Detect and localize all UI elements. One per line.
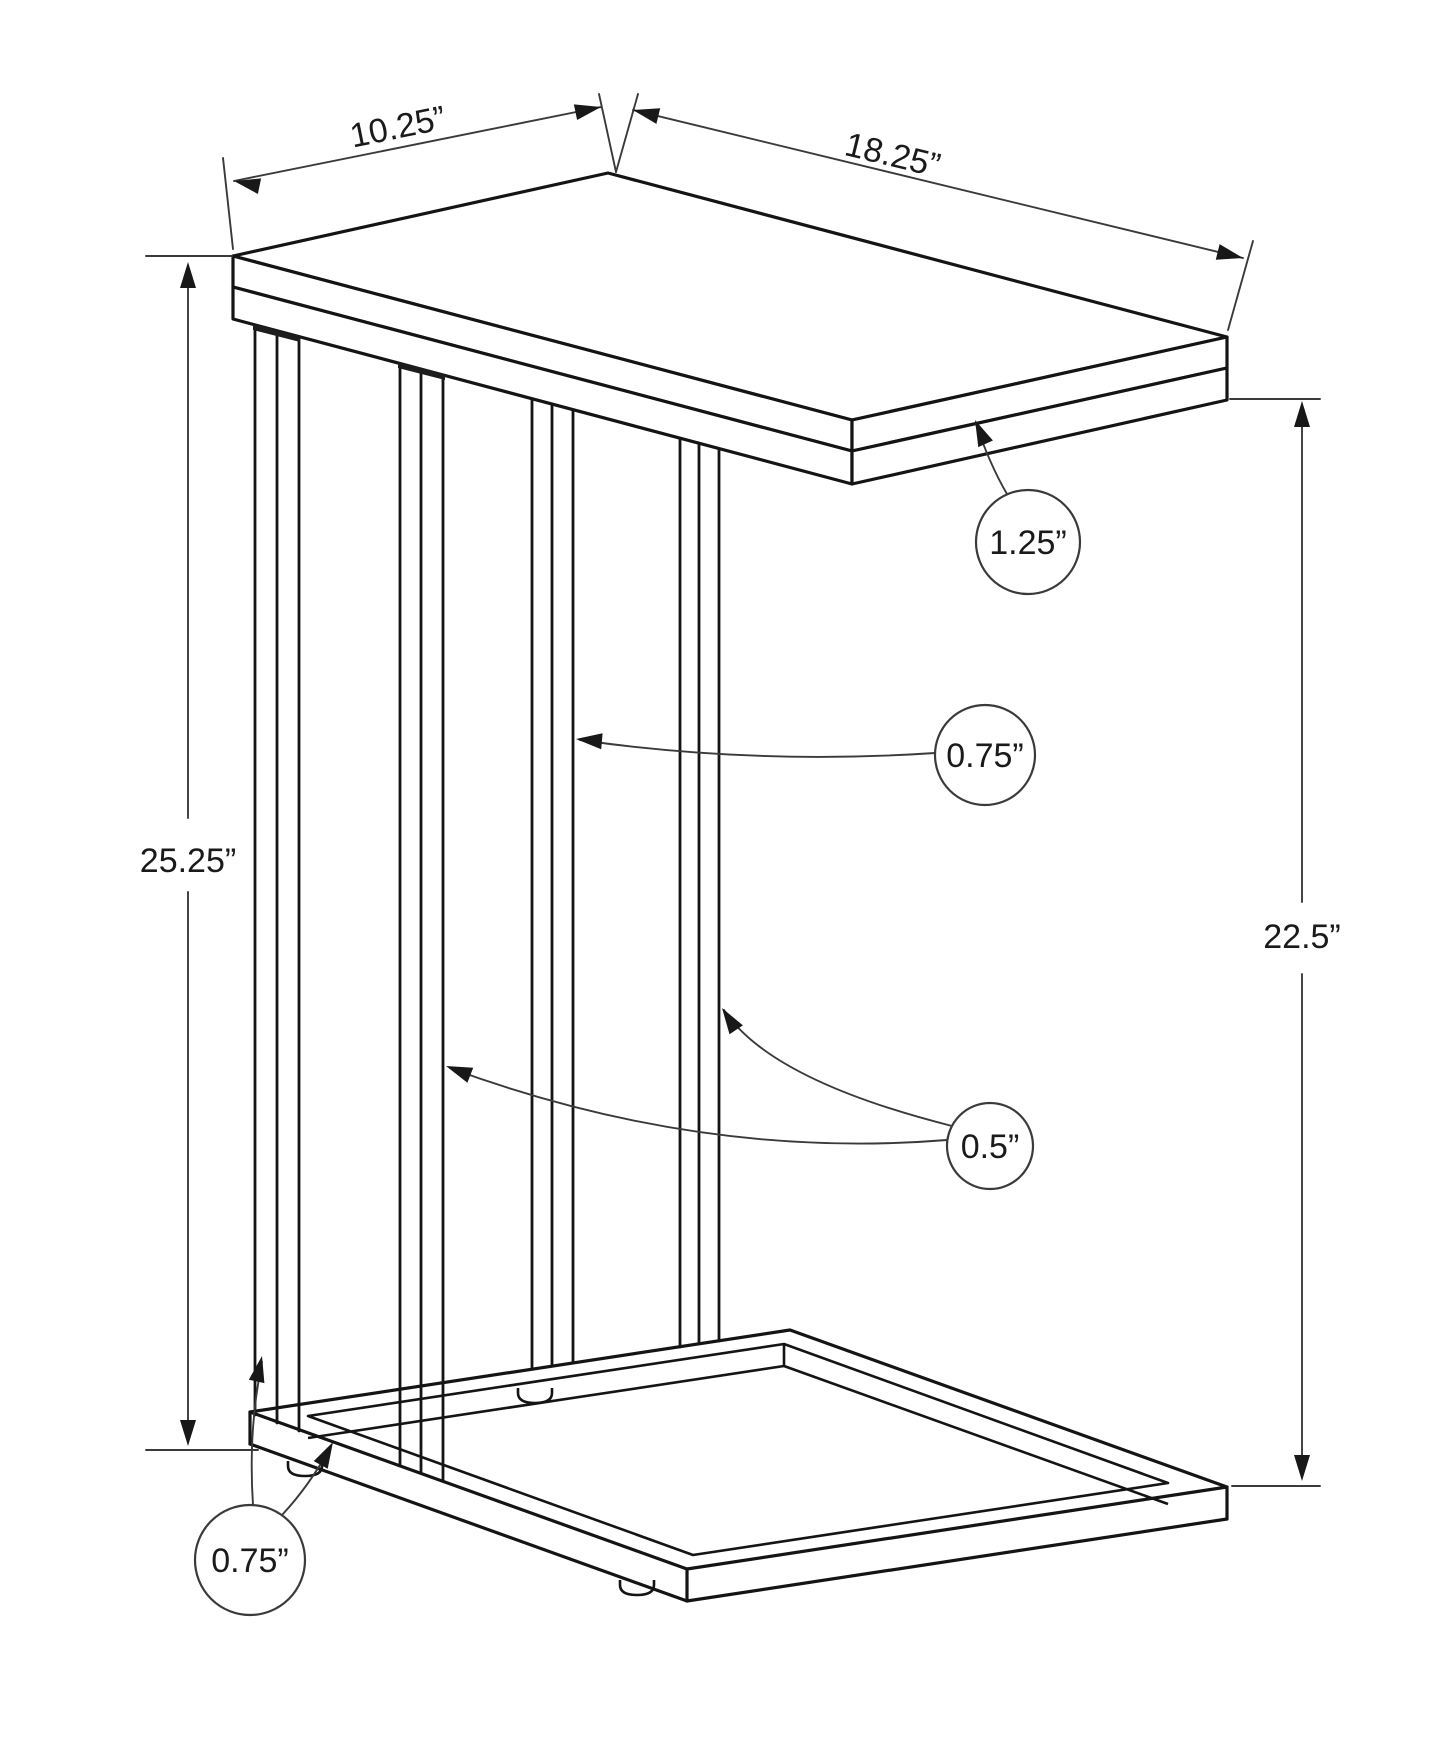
second-front-post bbox=[400, 363, 443, 1481]
callout-post-width bbox=[446, 1008, 1033, 1189]
clearance-height-label: 22.5” bbox=[1263, 918, 1341, 956]
post-width-label: 0.5” bbox=[960, 1128, 1020, 1166]
callout-post-depth bbox=[576, 705, 1035, 805]
left-front-post bbox=[255, 324, 299, 1431]
base-frame bbox=[250, 1330, 1227, 1601]
post-depth-label: 0.75” bbox=[946, 737, 1024, 775]
foot-glide bbox=[518, 1388, 552, 1403]
dim-overall-height bbox=[140, 256, 258, 1450]
top-thickness-label: 1.25” bbox=[989, 524, 1067, 562]
top-length-label: 18.25” bbox=[841, 125, 944, 186]
tabletop bbox=[233, 173, 1227, 484]
dim-clearance-height bbox=[1230, 399, 1341, 1486]
back-right-post bbox=[680, 437, 719, 1347]
back-left-post bbox=[532, 398, 573, 1369]
callout-base-bar bbox=[195, 1356, 333, 1615]
overall-height-label: 25.25” bbox=[139, 842, 237, 880]
base-bar-depth-label: 0.75” bbox=[211, 1542, 289, 1580]
top-depth-label: 10.25” bbox=[346, 98, 449, 156]
